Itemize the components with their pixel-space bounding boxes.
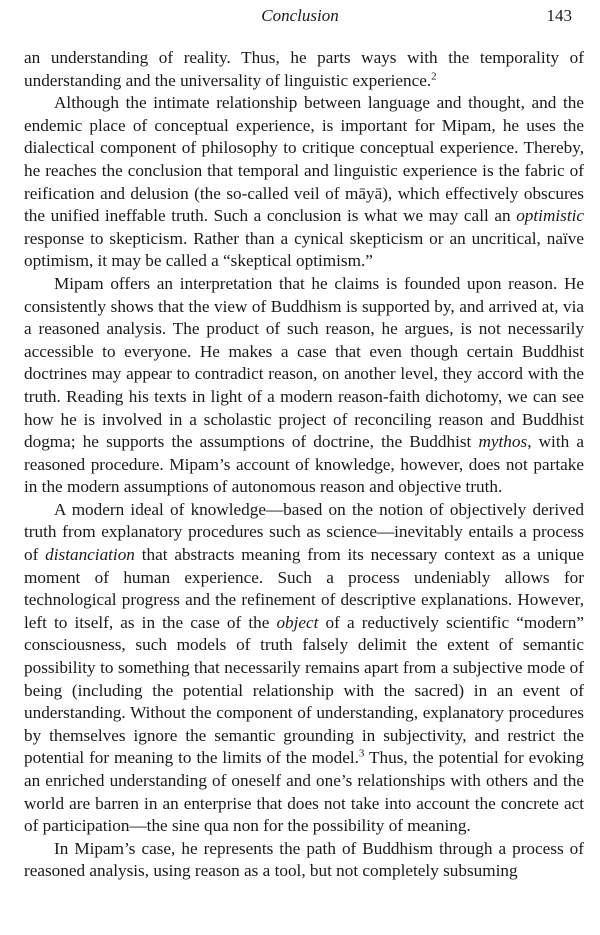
paragraph [24, 838, 584, 883]
text-run: Although the intimate relationship between language and thought, and the endemic place of conceptual experience, is important for Mipam, he uses the dialectical component of philosophy to critique conceptual experience. Thereby, he reaches the conclusion that temporal and linguistic experience is the fabric of reification and delusion (the so-called veil of māyā), which effectively obscures the unified ineffable truth. Such a conclusion is what we may call an [24, 93, 584, 226]
text-run: Thus, the potential for evoking an enriched understanding of oneself and one’s relationships with others and the world are barren in an enterprise that does not take into account the concrete act of participation—the sine qua non for the possibility of meaning. [24, 748, 584, 836]
italic-term: object [276, 612, 319, 632]
footnote-marker: 2 [431, 69, 437, 82]
italic-term: distanciation [45, 545, 135, 565]
text-run: that abstracts meaning from its necessary context as a unique moment of human experience. Such a process undeniably allows for technological progress and the refinement of descriptive explanations. However, left to itself, as in the case of the [24, 545, 584, 632]
paragraph [24, 499, 584, 838]
italic-term: mythos [478, 432, 528, 452]
footnote-marker: 3 [358, 747, 365, 760]
italic-term: optimistic [516, 206, 584, 226]
page-number: 143 [546, 6, 572, 25]
paragraph [24, 92, 584, 273]
text-run: an understanding of reality. Thus, he parts ways with the temporality of understanding and the universality of linguistic experience. [24, 48, 584, 90]
running-head: Conclusion [261, 6, 339, 25]
paragraph [24, 47, 584, 92]
text-run: of a reductively scientific “modern” consciousness, such models of truth falsely delimit the extent of semantic possibility to something that necessarily remains apart from a subjective mode of being (including the potential relationship with the sacred) in an event of understanding. Without the component of understanding, explanatory procedures by themselves ignore the semantic grounding in subjectivity, and restrict the potential for meaning to the limits of the model. [24, 612, 584, 768]
text-run: A modern ideal of knowledge—based on the notion of objectively derived truth from explanatory procedures such as science—inevitably entails a process of [24, 499, 584, 565]
text-run: , with a reasoned procedure. Mipam’s account of knowledge, however, does not partake in the modern assumptions of autonomous reason and objective truth. [24, 432, 584, 497]
text-run: response to skepticism. Rather than a cynical skepticism or an uncritical, naïve optimism, it may be called a “skeptical optimism.” [24, 228, 584, 271]
text-run: Mipam offers an interpretation that he claims is founded upon reason. He consistently shows that the view of Buddhism is supported by, and arrived at, via a reasoned analysis. The product of such reason, he argues, is not necessarily accessible to everyone. He makes a case that even though certain Buddhist doctrines may appear to contradict reason, on another level, they accord with the truth. Reading his texts in light of a modern reason-faith dichotomy, we can see how he is involved in a scholastic project of reconciling reason and Buddhist dogma; he supports the assumptions of doctrine, the Buddhist [24, 273, 584, 452]
body-text [24, 47, 584, 883]
page-header [28, 6, 572, 26]
text-run: In Mipam’s case, he represents the path of Buddhism through a process of reasoned analysis, using reason as a tool, but not completely subsuming [24, 838, 584, 881]
paragraph [24, 273, 584, 499]
